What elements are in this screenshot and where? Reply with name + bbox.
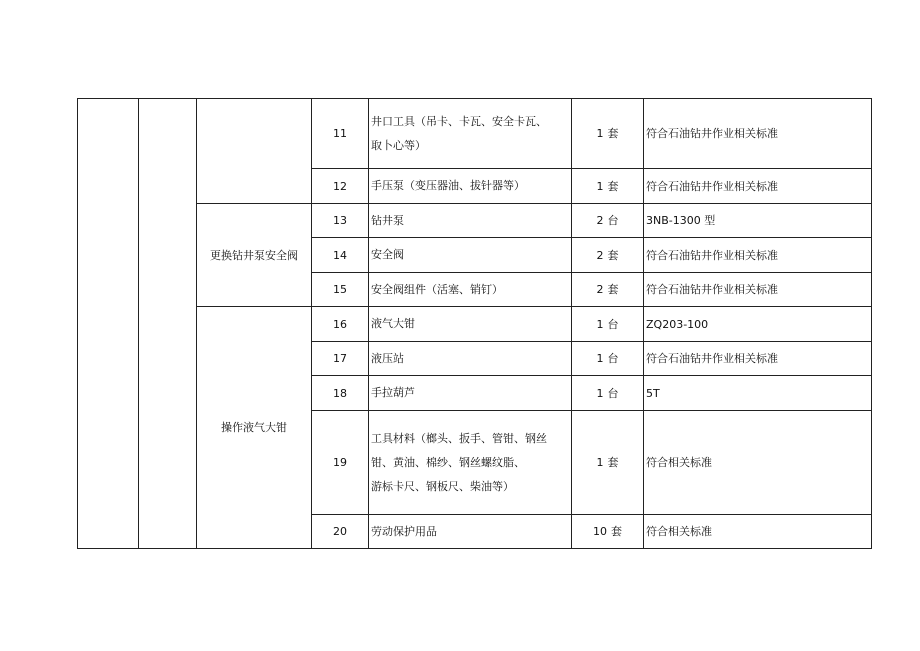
- table-row: [78, 99, 872, 169]
- item-name: [369, 273, 572, 307]
- item-name-line: 钻井泵: [371, 213, 404, 227]
- item-name: [369, 411, 572, 515]
- row-number: 16: [312, 307, 369, 342]
- quantity-unit: 套: [607, 283, 619, 296]
- quantity-cell: [572, 273, 644, 307]
- note-cell: 符合石油钻井作业相关标准: [644, 238, 872, 273]
- item-name-line: 钳、黄油、棉纱、钢丝螺纹脂、: [371, 455, 525, 469]
- item-name: [369, 204, 572, 238]
- quantity-unit: 套: [611, 525, 622, 538]
- quantity-value: 1: [596, 352, 604, 365]
- note-cell: 5T: [644, 376, 872, 411]
- item-name-line: 井口工具（吊卡、卡瓦、安全卡瓦、: [371, 114, 547, 128]
- table-row: [78, 307, 872, 342]
- quantity-value: 10: [593, 525, 607, 538]
- row-number: 18: [312, 376, 369, 411]
- blank-column-b: [139, 99, 197, 549]
- quantity-cell: [572, 307, 644, 342]
- item-name-line: 液压站: [371, 351, 404, 365]
- item-name-line: 取卜心等）: [371, 138, 426, 152]
- item-name: [369, 515, 572, 549]
- quantity-unit: 套: [607, 248, 619, 262]
- table-row: [78, 204, 872, 238]
- quantity-unit: 套: [607, 127, 619, 140]
- item-name: [369, 376, 572, 411]
- row-number: 12: [312, 169, 369, 204]
- item-name-line: 手压泵（变压器油、拔针器等）: [371, 179, 525, 192]
- item-name: [369, 342, 572, 376]
- quantity-value: 1: [596, 386, 604, 400]
- row-number: 13: [312, 204, 369, 238]
- blank-column-a: [78, 99, 139, 549]
- quantity-cell: [572, 376, 644, 411]
- item-name-line: 游标卡尺、钢板尺、柴油等）: [371, 479, 514, 493]
- quantity-cell: [572, 204, 644, 238]
- item-name-line: 工具材料（榔头、扳手、管钳、钢丝: [371, 431, 547, 445]
- quantity-cell: [572, 411, 644, 515]
- item-name-line: 液气大钳: [371, 317, 415, 330]
- quantity-cell: [572, 169, 644, 204]
- item-name-line: 安全阀: [371, 248, 404, 261]
- quantity-cell: [572, 515, 644, 549]
- note-cell: 符合石油钻井作业相关标准: [644, 169, 872, 204]
- task-cell: 操作液气大钳: [197, 307, 312, 549]
- quantity-value: 2: [596, 214, 604, 227]
- row-number: 15: [312, 273, 369, 307]
- quantity-unit: 台: [607, 386, 619, 400]
- item-name: [369, 238, 572, 273]
- note-cell: 3NB-1300 型: [644, 204, 872, 238]
- item-name-line: 劳动保护用品: [371, 524, 437, 538]
- quantity-value: 1: [596, 317, 604, 331]
- quantity-unit: 台: [607, 317, 619, 331]
- quantity-value: 1: [596, 456, 604, 469]
- item-name-line: 安全阀组件（活塞、销钉）: [371, 282, 503, 296]
- note-cell: ZQ203-100: [644, 307, 872, 342]
- quantity-cell: [572, 99, 644, 169]
- row-number: 19: [312, 411, 369, 515]
- note-cell: 符合石油钻井作业相关标准: [644, 99, 872, 169]
- item-name-line: 手拉葫芦: [371, 386, 415, 399]
- task-cell: [197, 99, 312, 204]
- quantity-value: 1: [596, 127, 604, 140]
- row-number: 14: [312, 238, 369, 273]
- quantity-unit: 台: [607, 214, 619, 227]
- item-name: [369, 169, 572, 204]
- note-cell: 符合石油钻井作业相关标准: [644, 273, 872, 307]
- item-name: [369, 99, 572, 169]
- quantity-cell: [572, 238, 644, 273]
- row-number: 20: [312, 515, 369, 549]
- row-number: 17: [312, 342, 369, 376]
- quantity-unit: 台: [607, 352, 619, 365]
- quantity-value: 2: [596, 283, 604, 296]
- note-cell: 符合石油钻井作业相关标准: [644, 342, 872, 376]
- task-cell: 更换钻井泵安全阀: [197, 204, 312, 307]
- equipment-table: [77, 98, 872, 549]
- quantity-value: 1: [596, 179, 604, 193]
- quantity-unit: 套: [607, 456, 619, 469]
- quantity-value: 2: [596, 248, 604, 262]
- quantity-cell: [572, 342, 644, 376]
- note-cell: 符合相关标准: [644, 515, 872, 549]
- quantity-unit: 套: [607, 179, 619, 193]
- note-cell: 符合相关标准: [644, 411, 872, 515]
- row-number: 11: [312, 99, 369, 169]
- item-name: [369, 307, 572, 342]
